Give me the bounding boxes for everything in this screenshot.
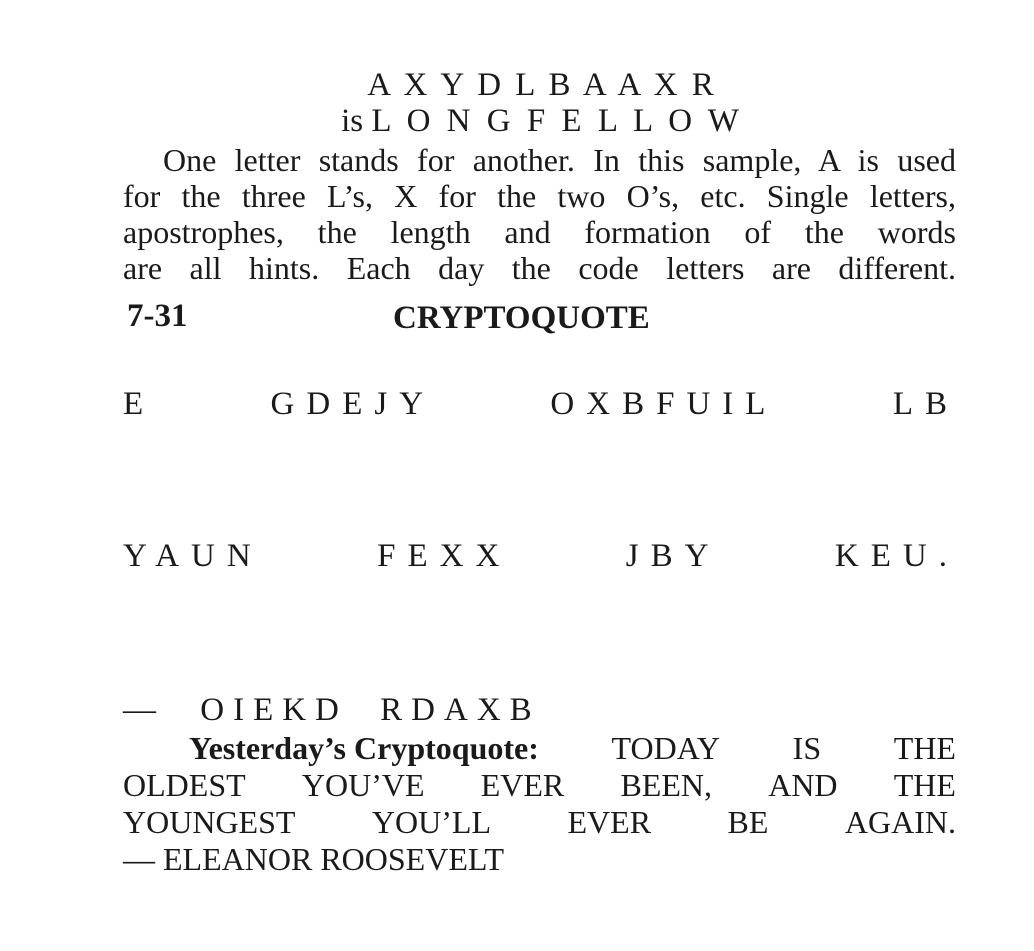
yesterday-row	[123, 767, 956, 804]
yesterday-row	[123, 730, 956, 767]
cipher-word: FEXX	[377, 538, 512, 574]
cipher-line-1	[123, 386, 959, 423]
yesterday-row	[123, 841, 956, 878]
cipher-word: KEU.	[834, 538, 959, 574]
cipher-word: E	[123, 386, 156, 422]
yesterday-word: AGAIN.	[844, 804, 956, 840]
yesterday-word: EVER	[567, 804, 652, 840]
yesterday-author: — ELEANOR ROOSEVELT	[123, 841, 505, 877]
instructions-line: for the three L’s, X for the two O’s, etc. Single letters,	[123, 178, 956, 214]
sample-answer	[0, 102, 1034, 140]
instructions-line: One letter stands for another. In this sample, A is used	[163, 142, 956, 178]
yesterday-label: Yesterday’s Cryptoquote:	[189, 730, 539, 766]
yesterday-word: YOUNGEST	[123, 804, 296, 840]
puzzle-number: 7-31	[127, 298, 188, 334]
instructions	[123, 142, 956, 286]
cipher-line-2	[123, 538, 959, 575]
cipher-word: OXBFUIL	[550, 386, 778, 422]
yesterday-row	[123, 804, 956, 841]
yesterdays-answer	[123, 730, 956, 878]
yesterday-word: YOU’LL	[371, 804, 491, 840]
sample-code: A X Y D L B A A X R	[367, 67, 717, 103]
yesterday-word: OLDEST	[123, 767, 246, 803]
yesterday-word: IS	[792, 730, 822, 766]
puzzle-title: CRYPTOQUOTE	[393, 300, 650, 336]
cipher-author-word: RDAXB	[380, 692, 541, 728]
yesterday-word: EVER	[480, 767, 565, 803]
puzzle-header	[123, 298, 956, 340]
cipher-author	[123, 692, 565, 729]
yesterday-word: THE	[893, 730, 956, 766]
yesterday-word: THE	[893, 767, 956, 803]
cipher-word: JBY	[625, 538, 721, 574]
sample-answer-prefix: is	[341, 103, 364, 139]
cipher-word: YAUN	[123, 538, 263, 574]
sample-answer-word: L O N G F E L L O W	[371, 103, 743, 139]
yesterday-word: AND	[768, 767, 838, 803]
yesterday-word: BE	[727, 804, 769, 840]
yesterday-word: TODAY	[611, 730, 720, 766]
yesterday-word: BEEN,	[620, 767, 712, 803]
instructions-line: apostrophes, the length and formation of the words	[123, 214, 956, 250]
cipher-word: GDEJY	[270, 386, 436, 422]
cipher-author-word: OIEKD	[200, 692, 348, 728]
cipher-word: LB	[892, 386, 959, 422]
yesterday-word: YOU’VE	[301, 767, 425, 803]
author-dash: —	[123, 692, 156, 728]
instructions-line: are all hints. Each day the code letters are different.	[123, 250, 956, 286]
